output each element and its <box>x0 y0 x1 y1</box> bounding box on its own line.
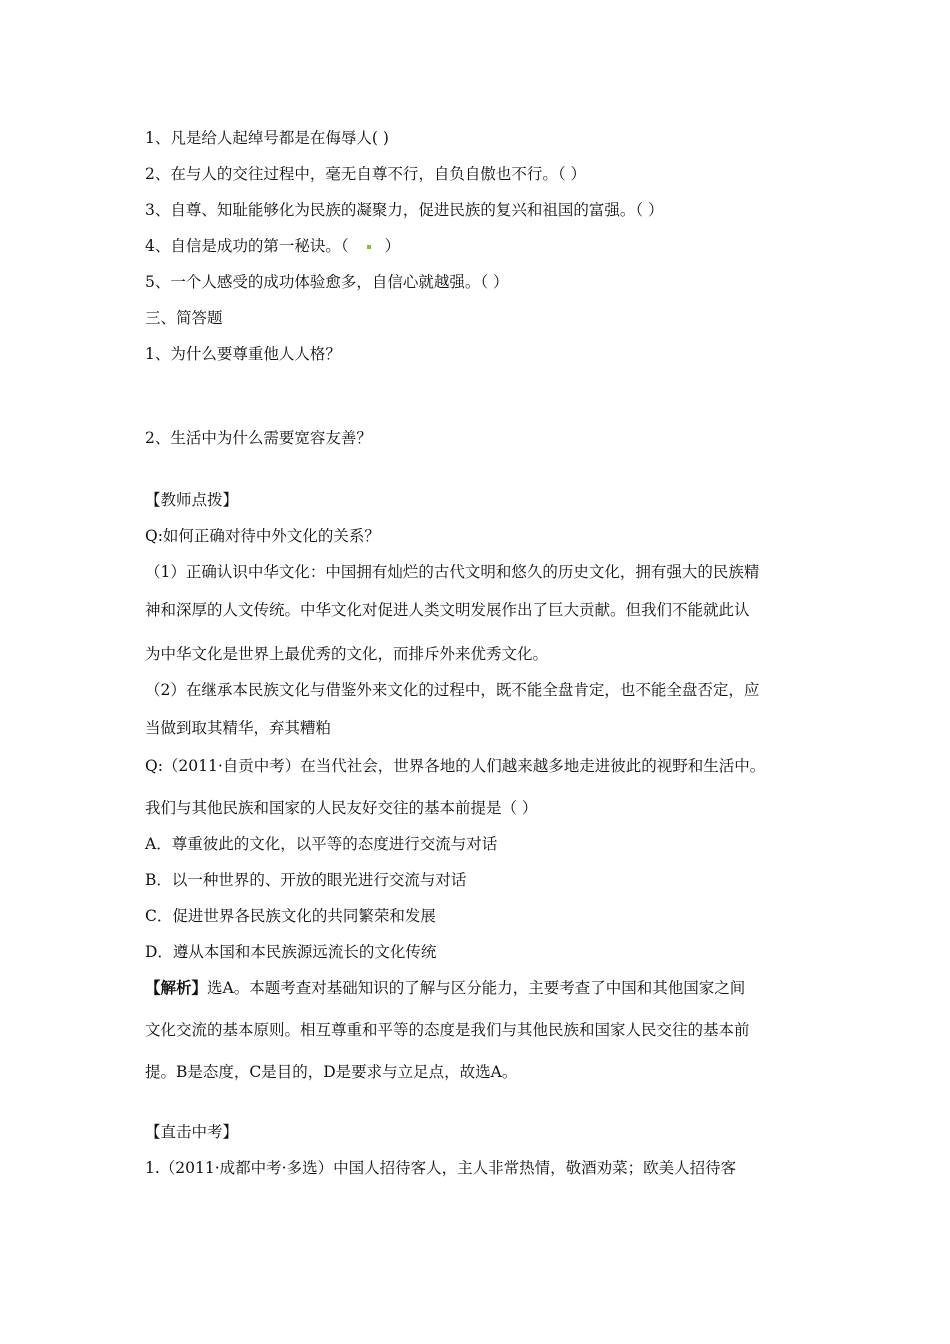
judgement-item-1: 1、凡是给人起绰号都是在侮辱人( ) <box>145 129 389 147</box>
teacher-point-2-line-1: （2）在继承本民族文化与借鉴外来文化的过程中，既不能全盘肯定，也不能全盘否定，应 <box>145 681 760 699</box>
analysis-line-1 <box>145 978 745 998</box>
judgement-item-2: 2、在与人的交往过程中，毫无自尊不行，自负自傲也不行。（ ） <box>145 165 587 183</box>
judgement-item-3: 3、自尊、知耻能够化为民族的凝聚力，促进民族的复兴和祖国的富强。（ ） <box>145 201 664 219</box>
teacher-question-2-line-2: 我们与其他民族和国家的人民友好交往的基本前提是（ ） <box>145 799 538 817</box>
teacher-point-1-line-2: 神和深厚的人文传统。中华文化对促进人类文明发展作出了巨大贡献。但我们不能就此认 <box>145 601 750 619</box>
analysis-line-3: 提。B是态度，C是目的，D是要求与立足点，故选A。 <box>145 1063 518 1081</box>
option-c: C．促进世界各民族文化的共同繁荣和发展 <box>145 907 436 925</box>
short-answer-q1: 1、为什么要尊重他人人格？ <box>145 345 341 363</box>
option-a: A．尊重彼此的文化，以平等的态度进行交流与对话 <box>145 835 498 853</box>
exam-question-1: 1.（2011·成都中考·多选）中国人招待客人，主人非常热情，敬酒劝菜；欧美人招待客 <box>145 1159 737 1177</box>
option-b: B．以一种世界的、开放的眼光进行交流与对话 <box>145 871 467 889</box>
teacher-question: Q:如何正确对待中外文化的关系？ <box>145 527 380 545</box>
teacher-question-2-line-1: Q:（2011·自贡中考）在当代社会，世界各地的人们越来越多地走进彼此的视野和生活中。 <box>145 757 766 775</box>
teacher-point-1-line-3: 为中华文化是世界上最优秀的文化，而排斥外来优秀文化。 <box>145 645 549 663</box>
judgement-item-5: 5、一个人感受的成功体验愈多，自信心就越强。（ ） <box>145 273 509 291</box>
judgement-item-4-text: 4、自信是成功的第一秘诀。（ <box>145 237 349 255</box>
short-answer-heading: 三、简答题 <box>145 309 223 327</box>
exam-heading: 【直击中考】 <box>145 1123 239 1141</box>
analysis-line-2: 文化交流的基本原则。相互尊重和平等的态度是我们与其他民族和国家人民交往的基本前 <box>145 1021 750 1039</box>
option-d: D．遵从本国和本民族源远流长的文化传统 <box>145 943 437 961</box>
judgement-item-4 <box>145 236 400 256</box>
teacher-point-1-line-1: （1）正确认识中华文化：中国拥有灿烂的古代文明和悠久的历史文化，拥有强大的民族精 <box>145 563 760 581</box>
teacher-heading: 【教师点拨】 <box>145 491 239 509</box>
marker-dot-icon <box>367 245 371 249</box>
judgement-item-4-close: ） <box>384 237 401 255</box>
analysis-text: 选A。本题考查对基础知识的了解与区分能力，主要考查了中国和其他国家之间 <box>207 979 746 997</box>
short-answer-q2: 2、生活中为什么需要宽容友善？ <box>145 429 372 447</box>
analysis-label: 【解析】 <box>145 978 208 997</box>
teacher-point-2-line-2: 当做到取其精华，弃其糟粕 <box>145 719 332 737</box>
